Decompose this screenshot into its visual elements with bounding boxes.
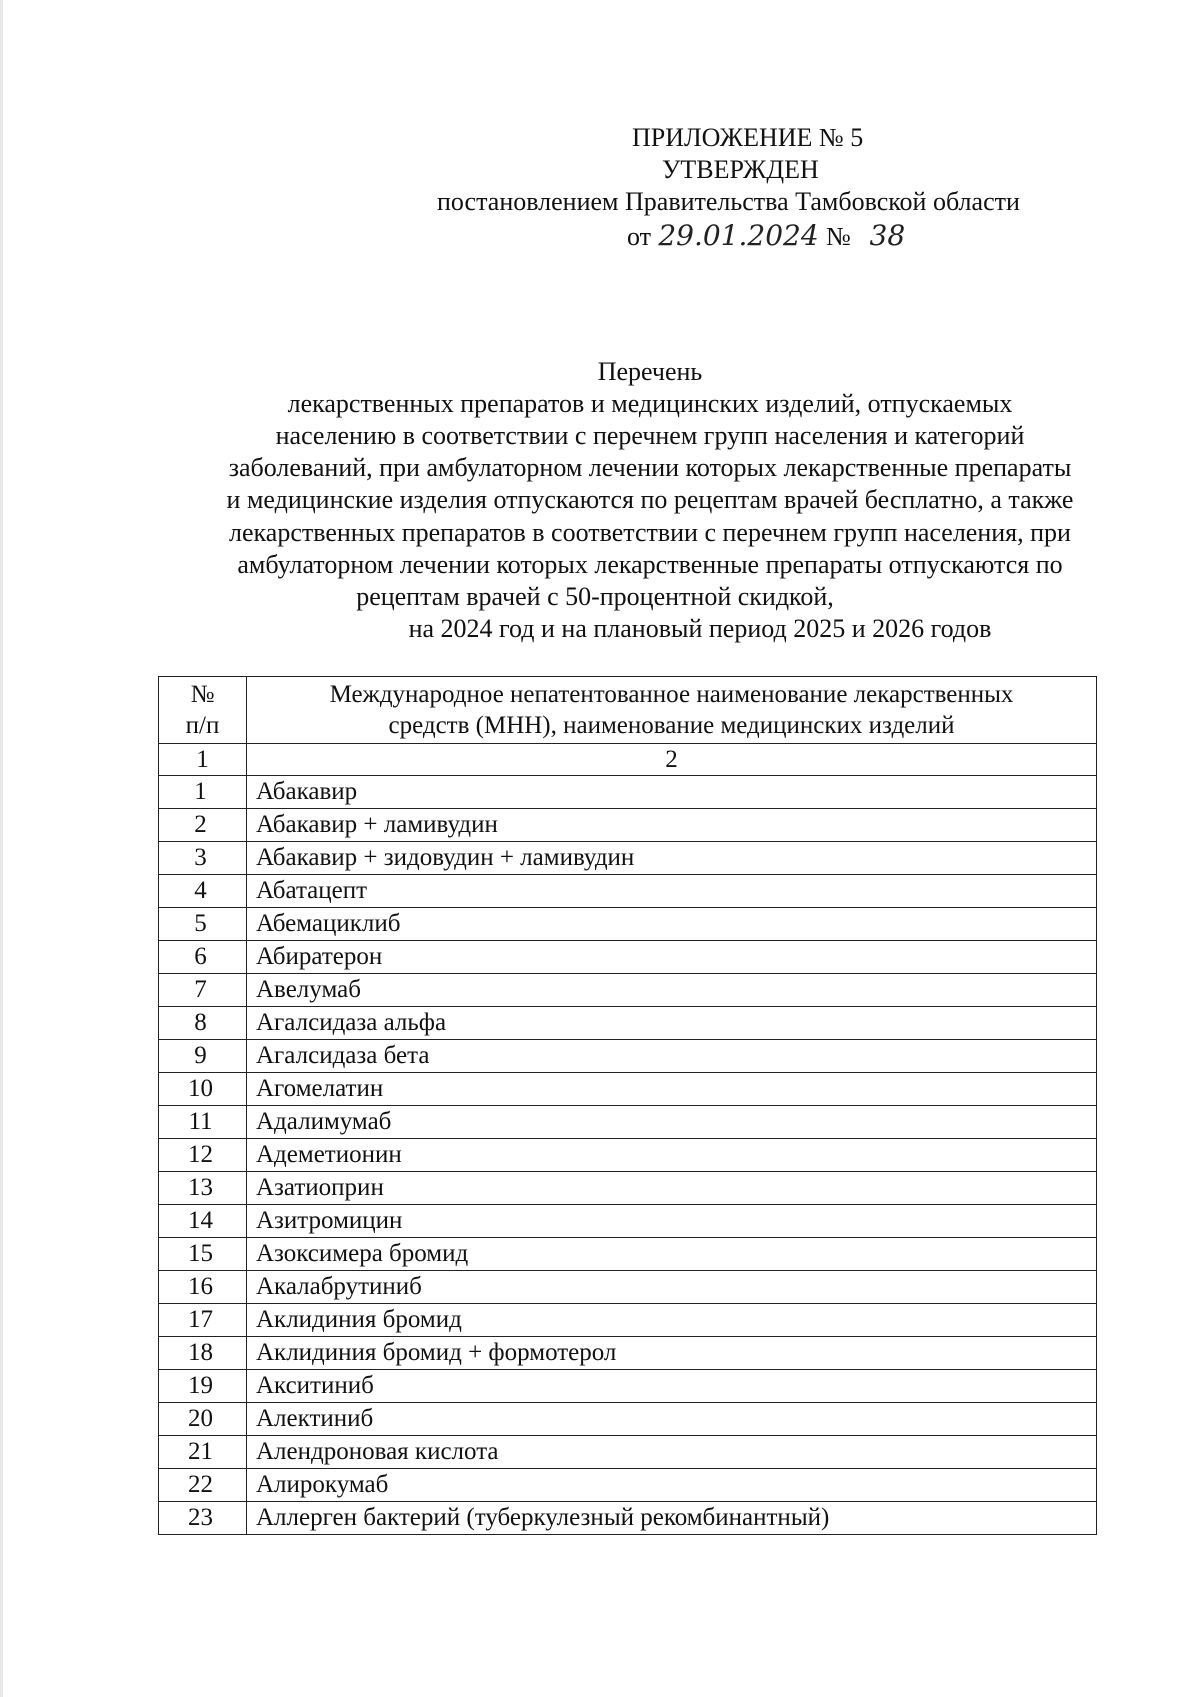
title-line: лекарственных препаратов в соответствии с перечнем групп населения, при — [229, 518, 1071, 547]
row-number: 22 — [159, 1469, 247, 1502]
header-name-column: Международное непатентованное наименование лекарственных средств (МНН), наименование медицинских изделий — [247, 677, 1097, 744]
table-row — [159, 1139, 1097, 1172]
medicine-name: Адеметионин — [247, 1139, 1097, 1172]
medicine-name: Акситиниб — [247, 1370, 1097, 1403]
medicines-table — [158, 676, 1097, 1535]
handwritten-number: 38 — [869, 219, 906, 252]
table-row — [159, 1403, 1097, 1436]
row-number: 8 — [159, 1007, 247, 1040]
medicine-name: Аллерген бактерий (туберкулезный рекомбинантный) — [247, 1502, 1097, 1535]
medicine-name: Абиратерон — [247, 941, 1097, 974]
table-row — [159, 1172, 1097, 1205]
row-number: 13 — [159, 1172, 247, 1205]
row-number: 4 — [159, 875, 247, 908]
table-row — [159, 1337, 1097, 1370]
medicine-name: Азитромицин — [247, 1205, 1097, 1238]
row-number: 2 — [159, 809, 247, 842]
table-row — [159, 1106, 1097, 1139]
medicine-name: Абакавир — [247, 776, 1097, 809]
table-row — [159, 941, 1097, 974]
row-number: 1 — [159, 776, 247, 809]
medicine-name: Алендроновая кислота — [247, 1436, 1097, 1469]
medicine-name: Абатацепт — [247, 875, 1097, 908]
table-row — [159, 1304, 1097, 1337]
appendix-number: ПРИЛОЖЕНИЕ № 5 — [632, 123, 864, 152]
row-number: 5 — [159, 908, 247, 941]
row-number: 15 — [159, 1238, 247, 1271]
row-number: 11 — [159, 1106, 247, 1139]
table-row — [159, 974, 1097, 1007]
row-number: 7 — [159, 974, 247, 1007]
number-prefix: № — [826, 222, 851, 251]
medicine-name: Аклидиния бромид — [247, 1304, 1097, 1337]
row-number: 3 — [159, 842, 247, 875]
row-number: 20 — [159, 1403, 247, 1436]
resolution-line: постановлением Правительства Тамбовской области — [437, 187, 1020, 216]
table-row — [159, 1007, 1097, 1040]
row-number: 16 — [159, 1271, 247, 1304]
table-row — [159, 908, 1097, 941]
medicine-name: Агалсидаза альфа — [247, 1007, 1097, 1040]
approved-label: УТВЕРЖДЕН — [662, 155, 819, 184]
title-line: и медицинские изделия отпускаются по рецептам врачей бесплатно, а также — [226, 485, 1074, 514]
column-number: 2 — [247, 744, 1097, 776]
title-line: амбулаторном лечении которых лекарственные препараты отпускаются по — [237, 550, 1063, 579]
medicine-name: Алектиниб — [247, 1403, 1097, 1436]
row-number: 12 — [159, 1139, 247, 1172]
table-header-row — [159, 677, 1097, 744]
row-number: 17 — [159, 1304, 247, 1337]
column-number: 1 — [159, 744, 247, 776]
column-numbers-row — [159, 744, 1097, 776]
medicine-name: Акалабрутиниб — [247, 1271, 1097, 1304]
medicine-name: Аклидиния бромид + формотерол — [247, 1337, 1097, 1370]
header-number-column: № п/п — [159, 677, 247, 744]
medicine-name: Азатиоприн — [247, 1172, 1097, 1205]
row-number: 21 — [159, 1436, 247, 1469]
row-number: 6 — [159, 941, 247, 974]
table-row — [159, 1502, 1097, 1535]
date-number-line — [627, 220, 917, 253]
row-number: 14 — [159, 1205, 247, 1238]
scan-edge — [0, 0, 3, 1697]
table-row — [159, 875, 1097, 908]
table-row — [159, 1205, 1097, 1238]
table-row — [159, 1436, 1097, 1469]
medicine-name: Абакавир + зидовудин + ламивудин — [247, 842, 1097, 875]
medicine-name: Агалсидаза бета — [247, 1040, 1097, 1073]
title-line: заболеваний, при амбулаторном лечении которых лекарственные препараты — [228, 453, 1072, 482]
title-line: на 2024 год и на плановый период 2025 и 2026 годов — [408, 614, 992, 643]
row-number: 10 — [159, 1073, 247, 1106]
table-row — [159, 1370, 1097, 1403]
table-row — [159, 842, 1097, 875]
table-row — [159, 1271, 1097, 1304]
title-line: населению в соответствии с перечнем групп населения и категорий — [275, 421, 1025, 450]
title-line: лекарственных препаратов и медицинских изделий, отпускаемых — [287, 389, 1013, 418]
medicine-name: Азоксимера бромид — [247, 1238, 1097, 1271]
row-number: 23 — [159, 1502, 247, 1535]
medicine-name: Авелумаб — [247, 974, 1097, 1007]
table-row — [159, 1073, 1097, 1106]
table-row — [159, 1469, 1097, 1502]
table-row — [159, 776, 1097, 809]
table-row — [159, 809, 1097, 842]
medicine-name: Абемациклиб — [247, 908, 1097, 941]
medicine-name: Алирокумаб — [247, 1469, 1097, 1502]
date-prefix: от — [627, 222, 652, 251]
document-heading: Перечень — [597, 357, 703, 386]
medicine-name: Адалимумаб — [247, 1106, 1097, 1139]
medicine-name: Абакавир + ламивудин — [247, 809, 1097, 842]
table-row — [159, 1238, 1097, 1271]
handwritten-date: 29.01.2024 — [658, 219, 819, 252]
title-line: рецептам врачей с 50-процентной скидкой, — [356, 582, 834, 611]
row-number: 18 — [159, 1337, 247, 1370]
medicine-name: Агомелатин — [247, 1073, 1097, 1106]
table-row — [159, 1040, 1097, 1073]
row-number: 19 — [159, 1370, 247, 1403]
row-number: 9 — [159, 1040, 247, 1073]
